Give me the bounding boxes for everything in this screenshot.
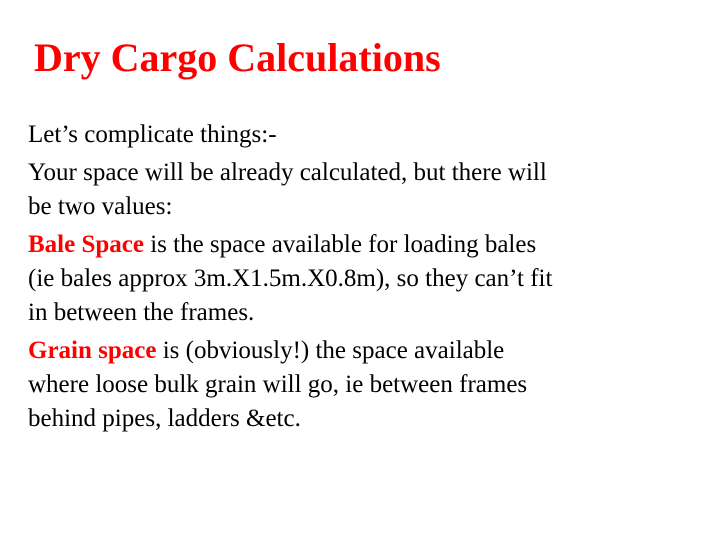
paragraph-values-line-2: be two values: [28,193,173,220]
grain-space-line-3: behind pipes, ladders &etc. [28,405,301,432]
bale-space-term: Bale Space [28,231,144,258]
bale-space-line-1-rest: is the space available for loading bales [143,231,537,258]
paragraph-values [28,156,708,224]
bale-space-line-2: (ie bales approx 3m.X1.5m.X0.8m), so they can’t fit [28,265,553,292]
paragraph-bale-space [28,228,708,330]
grain-space-line-1 [28,334,708,368]
grain-space-line-1-rest: is (obviously!) the space available [156,337,505,364]
grain-space-line-2: where loose bulk grain will go, ie between frames [28,371,528,398]
intro-text: Let’s complicate things:- [28,121,277,148]
bale-space-line-1 [28,228,708,262]
grain-space-term: Grain space [28,337,157,364]
bale-space-line-3: in between the frames. [28,299,255,326]
slide-title: Dry Cargo Calculations [34,35,441,80]
paragraph-grain-space [28,334,708,436]
slide-body [28,118,708,440]
paragraph-values-line-1: Your space will be already calculated, but there will [28,159,547,186]
intro-line [28,118,708,152]
